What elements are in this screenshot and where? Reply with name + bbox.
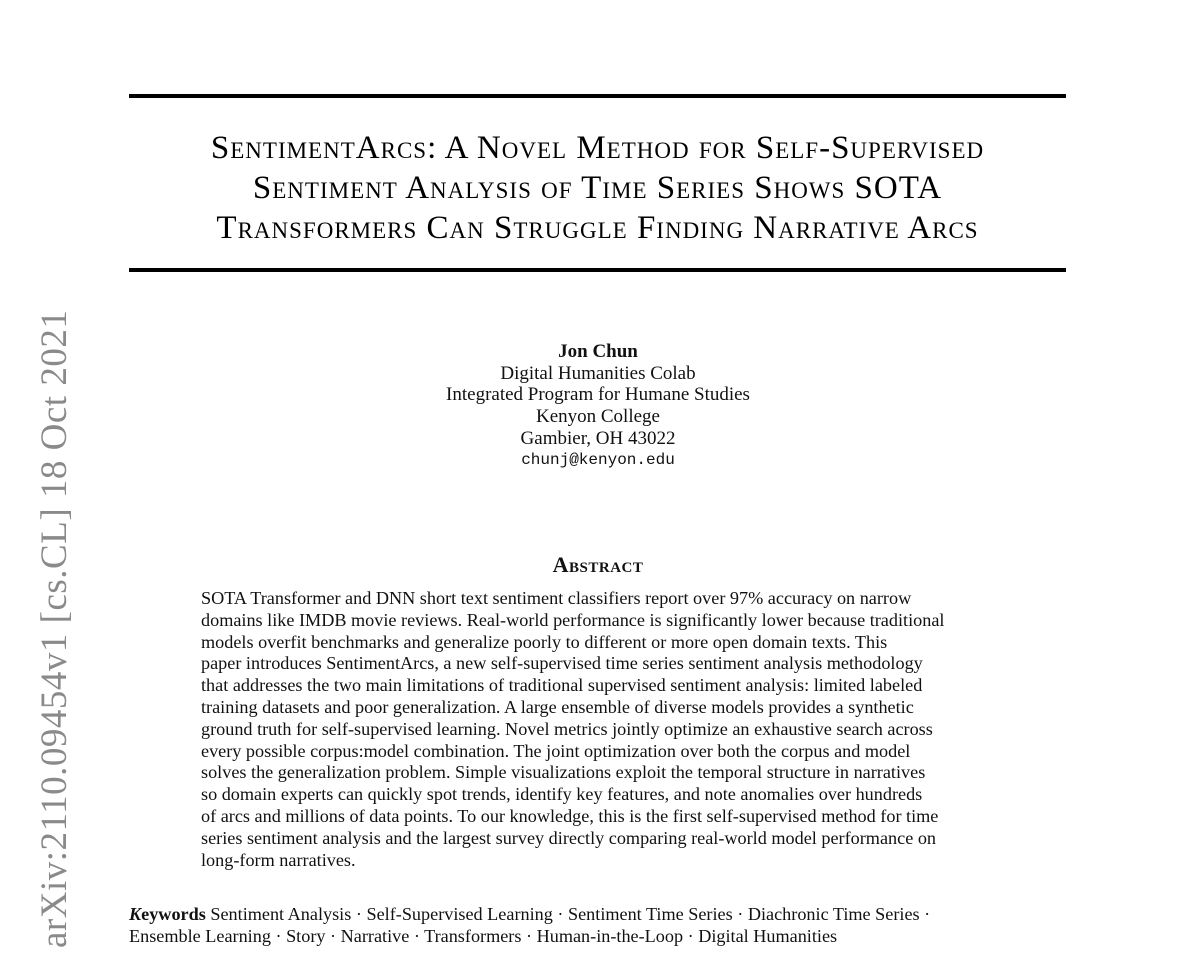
abstract-line: every possible corpus:model combination. The joint optimization over both the corpus and model — [201, 740, 911, 761]
author-affiliation-line: Kenyon College — [535, 406, 660, 428]
title-bottom-rule — [129, 268, 1066, 272]
keywords-label-rest: eywords — [141, 904, 206, 924]
abstract-line: long-form narratives. — [201, 849, 356, 870]
title-line: Sentiment Analysis of Time Series Shows SOTA — [252, 170, 943, 206]
abstract-line: SOTA Transformer and DNN short text sentiment classifiers report over 97% accuracy on narrow — [201, 588, 912, 608]
abstract-line: of arcs and millions of data points. To our knowledge, this is the first self-supervised method for time — [201, 805, 939, 826]
abstract-line: series sentiment analysis and the largest survey directly comparing real-world model performance on — [201, 827, 937, 848]
abstract-line: domains like IMDB movie reviews. Real-world performance is significantly lower because traditional — [201, 609, 945, 630]
abstract-body — [201, 588, 1001, 871]
abstract-line: models overfit benchmarks and generalize poorly to different or more open domain texts. This — [201, 631, 888, 652]
author-email: chunj@kenyon.edu — [521, 450, 675, 469]
abstract-line: paper introduces SentimentArcs, a new self-supervised time series sentiment analysis methodology — [201, 653, 923, 674]
author-affiliation-line: Digital Humanities Colab — [500, 362, 696, 384]
title-top-rule — [129, 94, 1066, 98]
paper-title — [129, 128, 1066, 248]
author-affiliation-line: Gambier, OH 43022 — [520, 427, 676, 449]
keywords-label-initial: K — [129, 904, 142, 924]
author-block — [398, 341, 798, 471]
author-affiliation-line: Integrated Program for Humane Studies — [446, 384, 750, 406]
title-line: Transformers Can Struggle Finding Narrative Arcs — [216, 210, 979, 246]
abstract-line: solves the generalization problem. Simple visualizations exploit the temporal structure in narratives — [201, 762, 926, 783]
abstract-line: training datasets and poor generalization. A large ensemble of diverse models provides a synthetic — [201, 696, 914, 717]
keywords-line: Ensemble Learning · Story · Narrative · Transformers · Human-in-the-Loop · Digital Humanities — [129, 926, 838, 946]
abstract-line: that addresses the two main limitations of traditional supervised sentiment analysis: limited labeled — [201, 675, 923, 696]
keywords-list: Sentiment Analysis · Self-Supervised Learning · Sentiment Time Series · Diachronic Time Series · — [210, 904, 931, 924]
author-name: Jon Chun — [558, 341, 638, 362]
abstract-line: ground truth for self-supervised learning. Novel metrics jointly optimize an exhaustive search across — [201, 718, 933, 739]
keywords-label — [129, 904, 206, 924]
keywords-section — [129, 903, 1069, 947]
abstract-line: so domain experts can quickly spot trends, identify key features, and note anomalies over hundreds — [201, 784, 923, 805]
arxiv-identifier-text: arXiv:2110.09454v1 [cs.CL] 18 Oct 2021 — [34, 309, 75, 948]
title-line: SentimentArcs: A Novel Method for Self-Supervised — [210, 130, 985, 166]
abstract-heading: Abstract — [552, 552, 644, 577]
keywords-line — [129, 903, 1069, 925]
